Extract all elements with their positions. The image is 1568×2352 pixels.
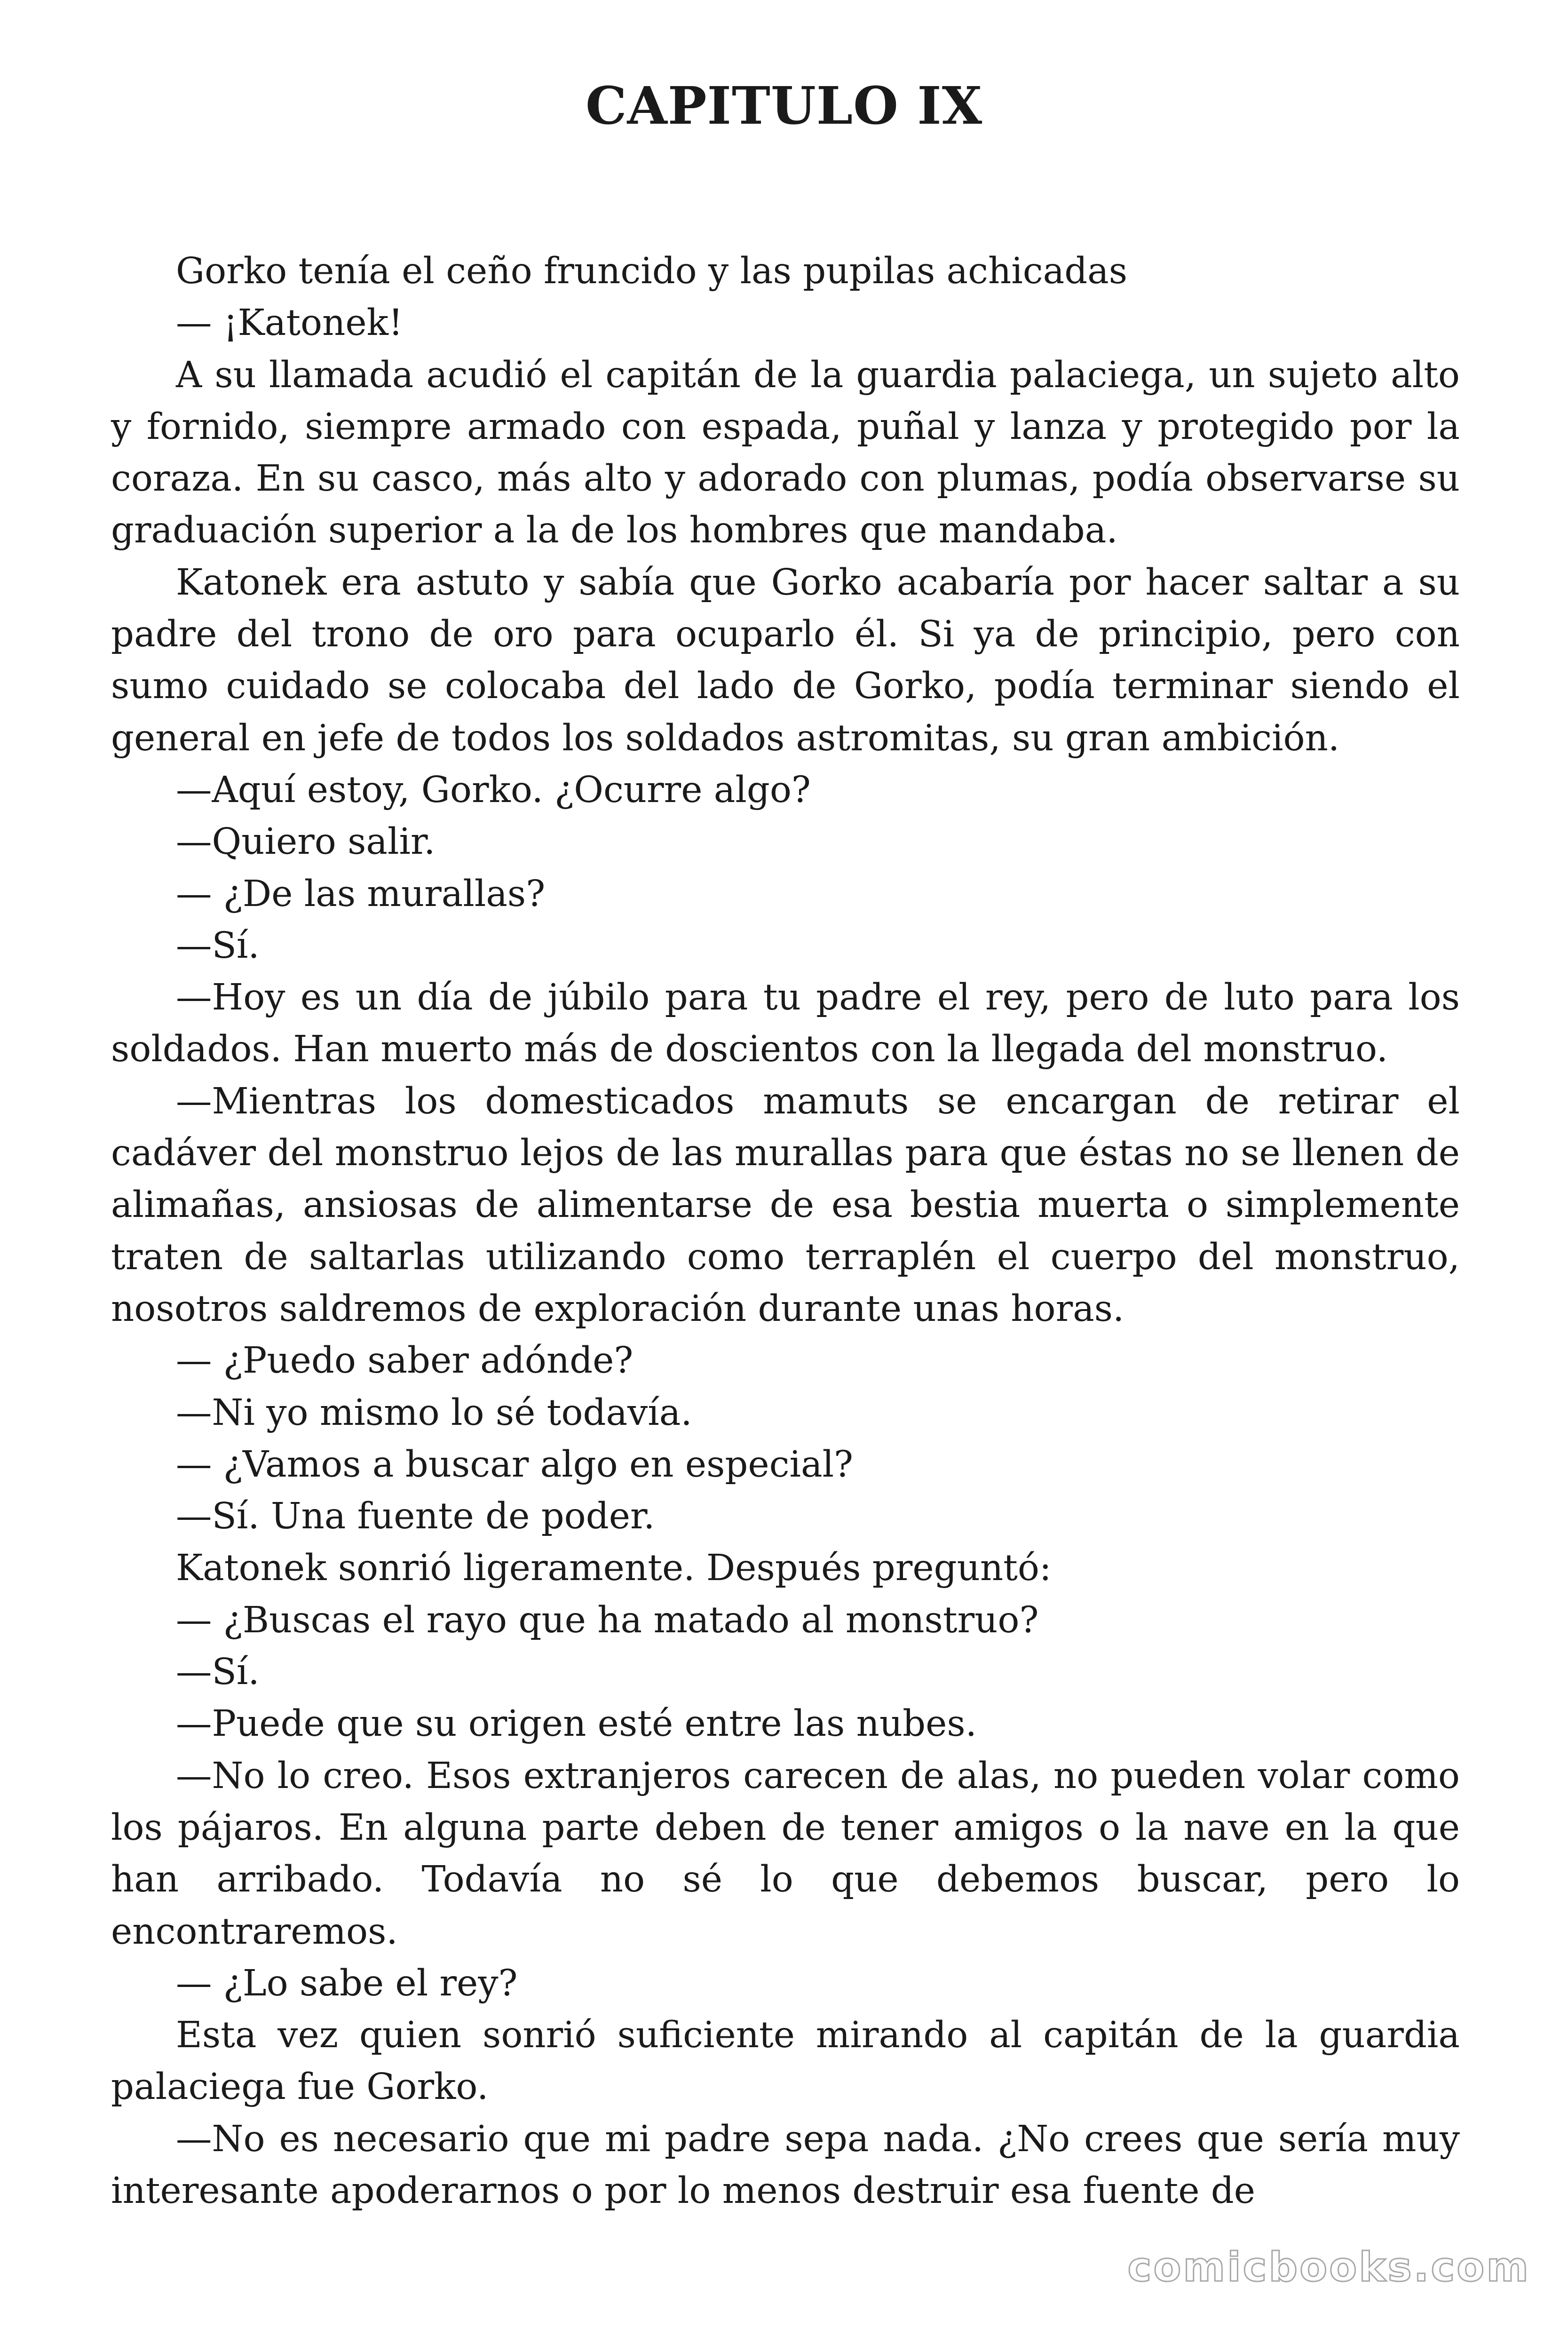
watermark-logo: comicbooks.com bbox=[1127, 2244, 1530, 2291]
paragraph: —Aquí estoy, Gorko. ¿Ocurre algo? bbox=[176, 769, 811, 811]
paragraph: —Mientras los domesticados mamuts se encargan de retirar el cadáver del monstruo lejos de las murallas para que éstas no se llenen de alimañas, ansiosas de alimentarse de esa bestia muerta o simplemente traten de saltarlas utilizando como terraplén el cuerpo del monstruo, nosotros saldremos de exploración durante unas horas. bbox=[111, 1080, 1460, 1330]
paragraph: — ¿Vamos a buscar algo en especial? bbox=[176, 1443, 854, 1486]
paragraph: —Ni yo mismo lo sé todavía. bbox=[176, 1391, 692, 1434]
paragraph: — ¿Puedo saber adónde? bbox=[176, 1340, 634, 1382]
paragraph: Katonek sonrió ligeramente. Después preguntó: bbox=[176, 1547, 1052, 1589]
paragraph: —Quiero salir. bbox=[176, 821, 436, 863]
paragraph: —Sí. Una fuente de poder. bbox=[176, 1495, 655, 1538]
paragraph: — ¿De las murallas? bbox=[176, 873, 546, 915]
paragraph: — ¿Lo sabe el rey? bbox=[176, 1962, 518, 2004]
paragraph: —Puede que su origen esté entre las nubes. bbox=[176, 1703, 977, 1745]
paragraph: —No lo creo. Esos extranjeros carecen de alas, no pueden volar como los pájaros. En alguna parte deben de tener amigos o la nave en la que han arribado. Todavía no sé lo que debemos buscar, pero lo encontraremos. bbox=[111, 1755, 1460, 1953]
paragraph: —No es necesario que mi padre sepa nada. ¿No crees que sería muy interesante apoderarnos o por lo menos destruir esa fuente de bbox=[111, 2118, 1460, 2212]
paragraph: Katonek era astuto y sabía que Gorko acabaría por hacer saltar a su padre del trono de oro para ocuparlo él. Si ya de principio, pero con sumo cuidado se colocaba del lado de Gorko, podía terminar siendo el general en jefe de todos los soldados astromitas, su gran ambición. bbox=[111, 561, 1460, 759]
chapter-body bbox=[111, 246, 1460, 2217]
paragraph: Esta vez quien sonrió suficiente mirando al capitán de la guardia palaciega fue Gorko. bbox=[111, 2014, 1460, 2108]
paragraph: —Sí. bbox=[176, 1651, 260, 1693]
chapter-title: CAPITULO IX bbox=[585, 75, 983, 136]
paragraph: A su llamada acudió el capitán de la guardia palaciega, un sujeto alto y fornido, siempre armado con espada, puñal y lanza y protegido por la coraza. En su casco, más alto y adorado con plumas, podía observarse su graduación superior a la de los hombres que mandaba. bbox=[111, 354, 1460, 552]
paragraph: — ¿Buscas el rayo que ha matado al monstruo? bbox=[176, 1599, 1039, 1641]
paragraph: —Hoy es un día de júbilo para tu padre el rey, pero de luto para los soldados. Han muerto más de doscientos con la llegada del monstruo. bbox=[111, 977, 1460, 1071]
paragraph: — ¡Katonek! bbox=[176, 302, 403, 344]
paragraph: Gorko tenía el ceño fruncido y las pupilas achicadas bbox=[176, 250, 1128, 292]
paragraph: —Sí. bbox=[176, 924, 260, 967]
